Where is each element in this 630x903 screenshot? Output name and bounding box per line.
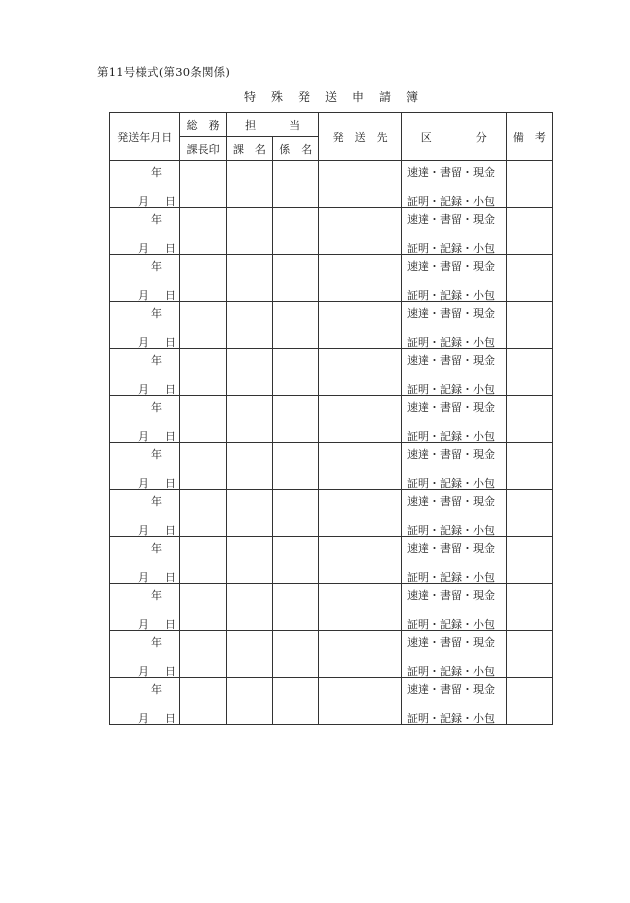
header-subsection-name: 係 名 — [273, 137, 319, 161]
remarks-cell[interactable] — [506, 349, 552, 396]
title-char: 発 — [298, 90, 311, 104]
table-row — [110, 443, 553, 490]
year-label: 年 — [151, 307, 162, 320]
category-options-line1: 速達・書留・現金 — [406, 636, 495, 649]
chief-seal-cell[interactable] — [180, 490, 226, 537]
month-label: 月 — [138, 383, 149, 396]
destination-cell[interactable] — [319, 631, 402, 678]
year-label: 年 — [151, 636, 162, 649]
table-row — [110, 631, 553, 678]
day-label: 日 — [165, 524, 176, 537]
section-name-cell[interactable] — [226, 255, 272, 302]
table-row — [110, 396, 553, 443]
category-cell[interactable] — [401, 396, 506, 443]
date-cell[interactable] — [110, 161, 180, 208]
table-row — [110, 349, 553, 396]
remarks-cell[interactable] — [506, 631, 552, 678]
remarks-cell[interactable] — [506, 161, 552, 208]
day-label: 日 — [165, 477, 176, 490]
category-options-line2: 証明・記録・小包 — [406, 665, 495, 678]
day-label: 日 — [165, 712, 176, 725]
day-label: 日 — [165, 618, 176, 631]
date-cell[interactable] — [110, 490, 180, 537]
date-cell[interactable] — [110, 631, 180, 678]
category-options-line2: 証明・記録・小包 — [406, 383, 495, 396]
remarks-cell[interactable] — [506, 537, 552, 584]
category-options-line2: 証明・記録・小包 — [406, 712, 495, 725]
table-row — [110, 490, 553, 537]
form-number: 第11号様式(第30条関係) — [97, 65, 231, 79]
category-cell[interactable] — [401, 208, 506, 255]
subsection-name-cell[interactable] — [273, 302, 319, 349]
subsection-name-cell[interactable] — [273, 443, 319, 490]
category-options-line1: 速達・書留・現金 — [406, 589, 495, 602]
section-name-cell[interactable] — [226, 349, 272, 396]
chief-seal-cell[interactable] — [180, 161, 226, 208]
year-label: 年 — [151, 448, 162, 461]
month-label: 月 — [138, 618, 149, 631]
day-label: 日 — [165, 571, 176, 584]
category-cell[interactable] — [401, 255, 506, 302]
day-label: 日 — [165, 289, 176, 302]
month-label: 月 — [138, 242, 149, 255]
application-ledger-table — [109, 112, 553, 725]
year-label: 年 — [151, 260, 162, 273]
subsection-name-cell[interactable] — [273, 208, 319, 255]
category-options-line2: 証明・記録・小包 — [406, 477, 495, 490]
destination-cell[interactable] — [319, 302, 402, 349]
subsection-name-cell[interactable] — [273, 161, 319, 208]
category-options-line1: 速達・書留・現金 — [406, 166, 495, 179]
subsection-name-cell[interactable] — [273, 678, 319, 725]
remarks-cell[interactable] — [506, 443, 552, 490]
destination-cell[interactable] — [319, 161, 402, 208]
category-options-line1: 速達・書留・現金 — [406, 448, 495, 461]
header-tantou: 担 当 — [226, 113, 319, 137]
day-label: 日 — [165, 383, 176, 396]
category-options-line1: 速達・書留・現金 — [406, 354, 495, 367]
chief-seal-cell[interactable] — [180, 255, 226, 302]
section-name-cell[interactable] — [226, 537, 272, 584]
table-row — [110, 584, 553, 631]
section-name-cell[interactable] — [226, 678, 272, 725]
header-date: 発送年月日 — [110, 113, 180, 161]
category-cell[interactable] — [401, 537, 506, 584]
destination-cell[interactable] — [319, 490, 402, 537]
year-label: 年 — [151, 495, 162, 508]
title-char: 送 — [325, 90, 338, 104]
category-cell[interactable] — [401, 349, 506, 396]
section-name-cell[interactable] — [226, 208, 272, 255]
category-cell[interactable] — [401, 584, 506, 631]
remarks-cell[interactable] — [506, 584, 552, 631]
chief-seal-cell[interactable] — [180, 396, 226, 443]
form-title — [244, 88, 433, 105]
month-label: 月 — [138, 524, 149, 537]
category-options-line2: 証明・記録・小包 — [406, 289, 495, 302]
month-label: 月 — [138, 712, 149, 725]
section-name-cell[interactable] — [226, 302, 272, 349]
remarks-cell[interactable] — [506, 490, 552, 537]
category-cell[interactable] — [401, 678, 506, 725]
subsection-name-cell[interactable] — [273, 490, 319, 537]
remarks-cell[interactable] — [506, 255, 552, 302]
header-section-name: 課 名 — [226, 137, 272, 161]
category-options-line2: 証明・記録・小包 — [406, 430, 495, 443]
month-label: 月 — [138, 195, 149, 208]
subsection-name-cell[interactable] — [273, 537, 319, 584]
table-row — [110, 208, 553, 255]
header-chief-seal: 課長印 — [180, 137, 226, 161]
month-label: 月 — [138, 336, 149, 349]
title-char: 請 — [379, 90, 392, 104]
category-options-line1: 速達・書留・現金 — [406, 213, 495, 226]
subsection-name-cell[interactable] — [273, 349, 319, 396]
section-name-cell[interactable] — [226, 396, 272, 443]
subsection-name-cell[interactable] — [273, 255, 319, 302]
remarks-cell[interactable] — [506, 678, 552, 725]
table-row — [110, 678, 553, 725]
category-options-line2: 証明・記録・小包 — [406, 336, 495, 349]
category-options-line2: 証明・記録・小包 — [406, 571, 495, 584]
title-char: 簿 — [406, 90, 419, 104]
destination-cell[interactable] — [319, 584, 402, 631]
category-options-line1: 速達・書留・現金 — [406, 683, 495, 696]
header-destination: 発 送 先 — [319, 113, 402, 161]
day-label: 日 — [165, 195, 176, 208]
chief-seal-cell[interactable] — [180, 678, 226, 725]
category-options-line1: 速達・書留・現金 — [406, 307, 495, 320]
date-cell[interactable] — [110, 302, 180, 349]
category-options-line2: 証明・記録・小包 — [406, 524, 495, 537]
subsection-name-cell[interactable] — [273, 396, 319, 443]
category-cell[interactable] — [401, 490, 506, 537]
chief-seal-cell[interactable] — [180, 349, 226, 396]
chief-seal-cell[interactable] — [180, 537, 226, 584]
day-label: 日 — [165, 242, 176, 255]
chief-seal-cell[interactable] — [180, 208, 226, 255]
date-cell[interactable] — [110, 255, 180, 302]
year-label: 年 — [151, 401, 162, 414]
month-label: 月 — [138, 289, 149, 302]
destination-cell[interactable] — [319, 349, 402, 396]
date-cell[interactable] — [110, 208, 180, 255]
header-soumu: 総 務 — [180, 113, 226, 137]
chief-seal-cell[interactable] — [180, 302, 226, 349]
category-cell[interactable] — [401, 631, 506, 678]
subsection-name-cell[interactable] — [273, 631, 319, 678]
remarks-cell[interactable] — [506, 208, 552, 255]
destination-cell[interactable] — [319, 255, 402, 302]
year-label: 年 — [151, 354, 162, 367]
year-label: 年 — [151, 213, 162, 226]
month-label: 月 — [138, 430, 149, 443]
section-name-cell[interactable] — [226, 161, 272, 208]
day-label: 日 — [165, 665, 176, 678]
date-cell[interactable] — [110, 396, 180, 443]
table-row — [110, 255, 553, 302]
category-options-line2: 証明・記録・小包 — [406, 242, 495, 255]
date-cell[interactable] — [110, 678, 180, 725]
year-label: 年 — [151, 589, 162, 602]
date-cell[interactable] — [110, 537, 180, 584]
category-options-line2: 証明・記録・小包 — [406, 195, 495, 208]
section-name-cell[interactable] — [226, 443, 272, 490]
header-remarks: 備 考 — [506, 113, 552, 161]
day-label: 日 — [165, 336, 176, 349]
year-label: 年 — [151, 542, 162, 555]
header-category: 区 分 — [401, 113, 506, 161]
date-cell[interactable] — [110, 349, 180, 396]
year-label: 年 — [151, 683, 162, 696]
subsection-name-cell[interactable] — [273, 584, 319, 631]
date-cell[interactable] — [110, 584, 180, 631]
section-name-cell[interactable] — [226, 490, 272, 537]
category-options-line1: 速達・書留・現金 — [406, 542, 495, 555]
month-label: 月 — [138, 665, 149, 678]
month-label: 月 — [138, 571, 149, 584]
title-char: 申 — [352, 90, 365, 104]
year-label: 年 — [151, 166, 162, 179]
category-cell[interactable] — [401, 443, 506, 490]
category-options-line1: 速達・書留・現金 — [406, 260, 495, 273]
month-label: 月 — [138, 477, 149, 490]
destination-cell[interactable] — [319, 678, 402, 725]
table-row — [110, 537, 553, 584]
table-row — [110, 302, 553, 349]
title-char: 特 — [244, 90, 257, 104]
chief-seal-cell[interactable] — [180, 584, 226, 631]
destination-cell[interactable] — [319, 396, 402, 443]
remarks-cell[interactable] — [506, 302, 552, 349]
category-cell[interactable] — [401, 161, 506, 208]
remarks-cell[interactable] — [506, 396, 552, 443]
chief-seal-cell[interactable] — [180, 631, 226, 678]
destination-cell[interactable] — [319, 537, 402, 584]
category-options-line2: 証明・記録・小包 — [406, 618, 495, 631]
section-name-cell[interactable] — [226, 584, 272, 631]
destination-cell[interactable] — [319, 208, 402, 255]
day-label: 日 — [165, 430, 176, 443]
chief-seal-cell[interactable] — [180, 443, 226, 490]
category-options-line1: 速達・書留・現金 — [406, 495, 495, 508]
date-cell[interactable] — [110, 443, 180, 490]
destination-cell[interactable] — [319, 443, 402, 490]
category-options-line1: 速達・書留・現金 — [406, 401, 495, 414]
category-cell[interactable] — [401, 302, 506, 349]
section-name-cell[interactable] — [226, 631, 272, 678]
table-row — [110, 161, 553, 208]
title-char: 殊 — [271, 90, 284, 104]
